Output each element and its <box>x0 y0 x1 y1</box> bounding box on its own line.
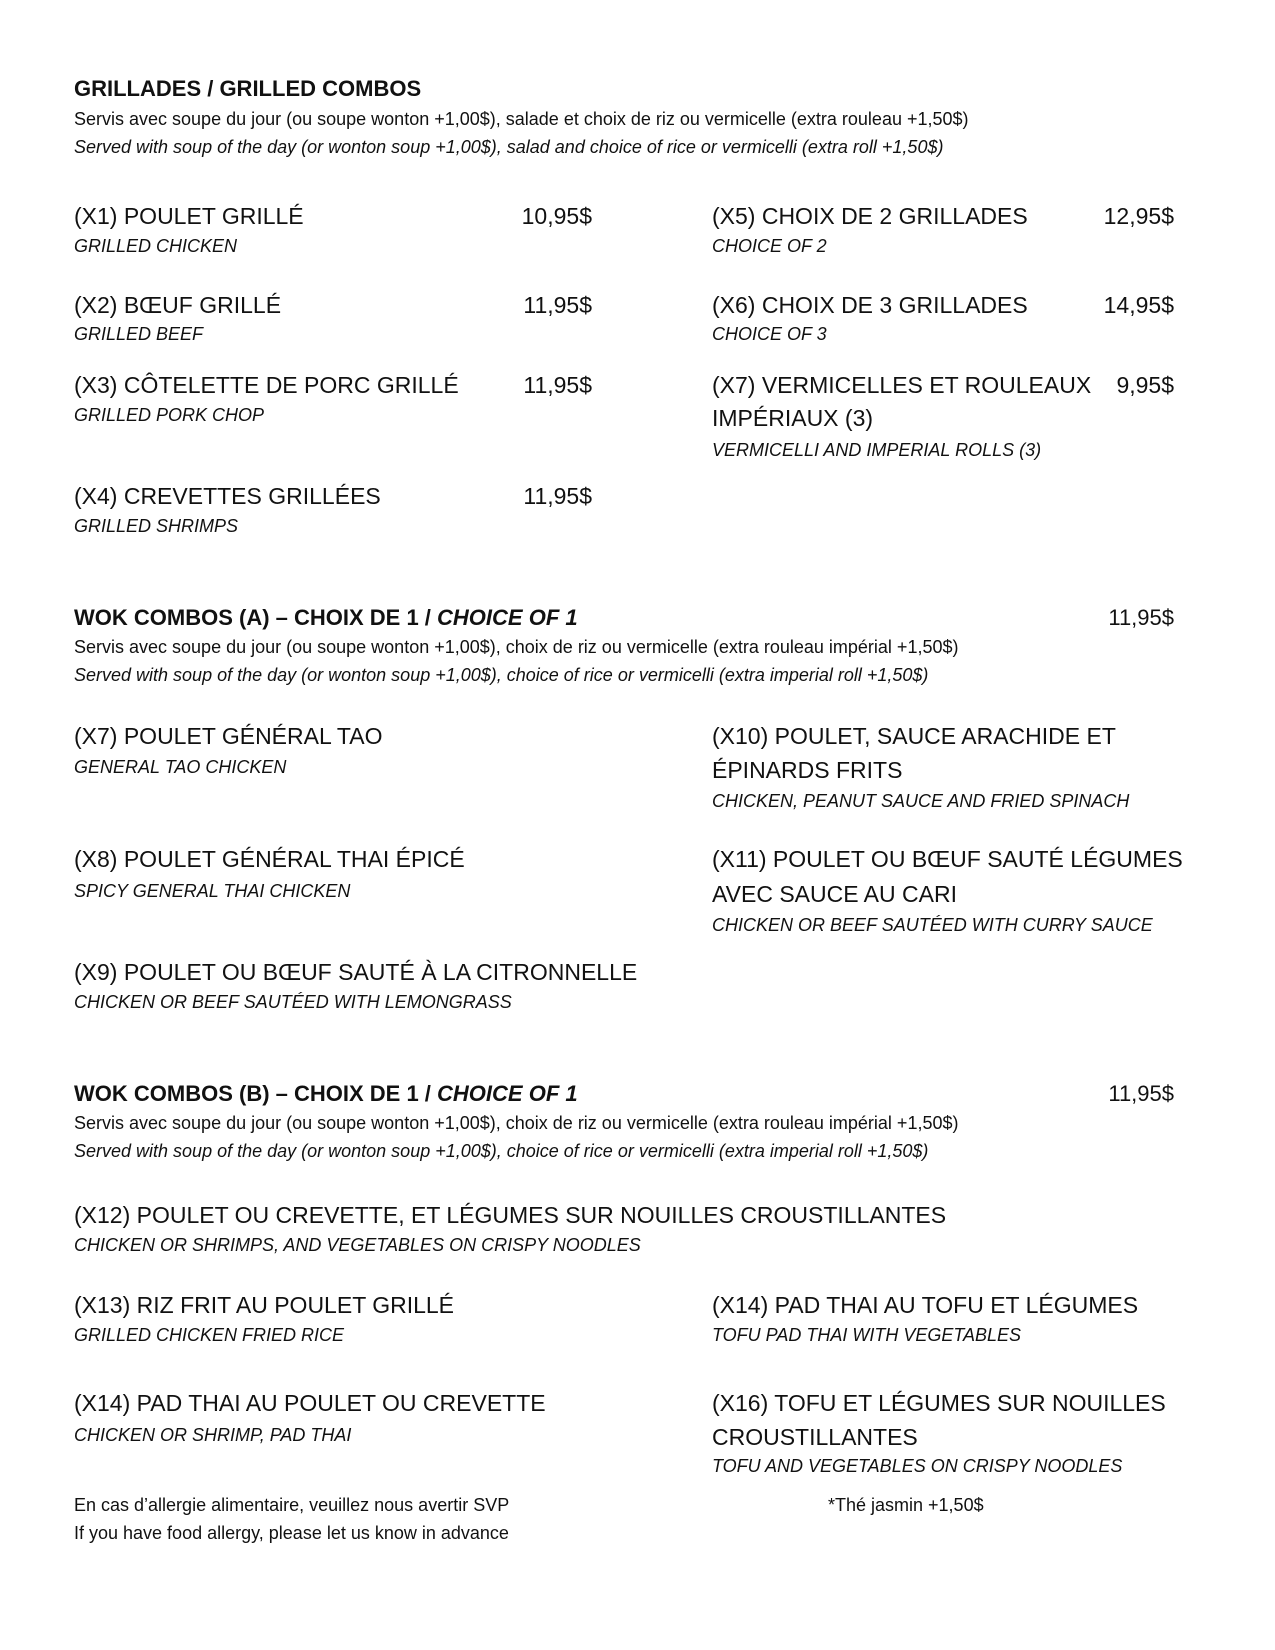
menu-item-x4-name: (X4) CREVETTES GRILLÉES <box>74 483 381 509</box>
menu-item-x9-english: CHICKEN OR BEEF SAUTÉED WITH LEMONGRASS <box>74 992 512 1012</box>
menu-item-x7-wok-english: GENERAL TAO CHICKEN <box>74 757 287 777</box>
menu-item-x11-name-line2: AVEC SAUCE AU CARI <box>712 881 957 907</box>
menu-item-x6-name: (X6) CHOIX DE 3 GRILLADES <box>712 292 1028 318</box>
menu-item-x5-price: 12,95$ <box>1103 203 1174 229</box>
wok-b-description-en: Served with soup of the day (or wonton soup +1,00$), choice of rice or vermicelli (extra imperial roll +1,50$) <box>74 1141 929 1161</box>
jasmine-tea-note: *Thé jasmin +1,50$ <box>828 1495 984 1515</box>
menu-item-x16-english: TOFU AND VEGETABLES ON CRISPY NOODLES <box>712 1456 1123 1476</box>
menu-item-x1-english: GRILLED CHICKEN <box>74 236 238 256</box>
menu-item-x11-name-line1: (X11) POULET OU BŒUF SAUTÉ LÉGUMES <box>712 846 1183 872</box>
menu-item-x14-chicken-name: (X14) PAD THAI AU POULET OU CREVETTE <box>74 1390 546 1416</box>
menu-item-x4-price: 11,95$ <box>523 483 592 509</box>
menu-item-x12-name: (X12) POULET OU CREVETTE, ET LÉGUMES SUR NOUILLES CROUSTILLANTES <box>74 1202 947 1228</box>
allergy-notice-fr: En cas d’allergie alimentaire, veuillez nous avertir SVP <box>74 1495 510 1515</box>
wok-b-section-title: WOK COMBOS (B) – CHOIX DE 1 / CHOICE OF 1 <box>74 1081 578 1106</box>
menu-item-x16-name-line2: CROUSTILLANTES <box>712 1424 918 1450</box>
menu-item-x8-english: SPICY GENERAL THAI CHICKEN <box>74 881 351 901</box>
menu-item-x9-name: (X9) POULET OU BŒUF SAUTÉ À LA CITRONNELLE <box>74 959 638 985</box>
grill-description-en: Served with soup of the day (or wonton soup +1,00$), salad and choice of rice or vermicelli (extra roll +1,50$) <box>74 137 944 157</box>
menu-item-x2-english: GRILLED BEEF <box>74 324 204 344</box>
menu-item-x4-english: GRILLED SHRIMPS <box>74 516 239 536</box>
wok-a-description-fr: Servis avec soupe du jour (ou soupe wonton +1,00$), choix de riz ou vermicelle (extra rouleau impérial +1,50$) <box>74 637 959 657</box>
menu-item-x16-name-line1: (X16) TOFU ET LÉGUMES SUR NOUILLES <box>712 1390 1166 1416</box>
menu-item-x5-english: CHOICE OF 2 <box>712 236 827 256</box>
menu-item-x14-tofu-english: TOFU PAD THAI WITH VEGETABLES <box>712 1325 1022 1345</box>
menu-item-x1-name: (X1) POULET GRILLÉ <box>74 203 304 229</box>
wok-a-section-price: 11,95$ <box>1108 605 1174 630</box>
menu-item-x7-english: VERMICELLI AND IMPERIAL ROLLS (3) <box>712 440 1042 460</box>
menu-item-x13-name: (X13) RIZ FRIT AU POULET GRILLÉ <box>74 1292 455 1318</box>
menu-item-x14-tofu-name: (X14) PAD THAI AU TOFU ET LÉGUMES <box>712 1292 1139 1318</box>
menu-item-x13-english: GRILLED CHICKEN FRIED RICE <box>74 1325 345 1345</box>
grill-section-title: GRILLADES / GRILLED COMBOS <box>74 76 422 101</box>
menu-item-x10-name-line1: (X10) POULET, SAUCE ARACHIDE ET <box>712 723 1116 749</box>
wok-a-description-en: Served with soup of the day (or wonton soup +1,00$), choice of rice or vermicelli (extra imperial roll +1,50$) <box>74 665 929 685</box>
menu-item-x14-chicken-english: CHICKEN OR SHRIMP, PAD THAI <box>74 1425 352 1445</box>
allergy-notice-en: If you have food allergy, please let us know in advance <box>74 1523 509 1543</box>
menu-item-x5-name: (X5) CHOIX DE 2 GRILLADES <box>712 203 1028 229</box>
menu-item-x10-name-line2: ÉPINARDS FRITS <box>712 757 903 783</box>
wok-b-section-price: 11,95$ <box>1108 1081 1174 1106</box>
menu-item-x1-price: 10,95$ <box>521 203 592 229</box>
menu-item-x3-name: (X3) CÔTELETTE DE PORC GRILLÉ <box>74 372 459 398</box>
menu-item-x10-english: CHICKEN, PEANUT SAUCE AND FRIED SPINACH <box>712 791 1130 811</box>
menu-item-x2-name: (X2) BŒUF GRILLÉ <box>74 292 282 318</box>
menu-item-x7-name-line1: (X7) VERMICELLES ET ROULEAUX <box>712 372 1092 398</box>
grill-description-fr: Servis avec soupe du jour (ou soupe wonton +1,00$), salade et choix de riz ou vermicelle (extra rouleau +1,50$) <box>74 109 969 129</box>
menu-item-x7-name-line2: IMPÉRIAUX (3) <box>712 405 874 431</box>
menu-item-x8-name: (X8) POULET GÉNÉRAL THAI ÉPICÉ <box>74 846 465 872</box>
menu-item-x12-english: CHICKEN OR SHRIMPS, AND VEGETABLES ON CRISPY NOODLES <box>74 1235 641 1255</box>
menu-item-x7-price: 9,95$ <box>1116 372 1174 398</box>
menu-item-x6-english: CHOICE OF 3 <box>712 324 827 344</box>
menu-item-x6-price: 14,95$ <box>1103 292 1174 318</box>
menu-item-x11-english: CHICKEN OR BEEF SAUTÉED WITH CURRY SAUCE <box>712 915 1153 935</box>
menu-item-x7-wok-name: (X7) POULET GÉNÉRAL TAO <box>74 723 383 749</box>
wok-a-section-title: WOK COMBOS (A) – CHOIX DE 1 / CHOICE OF 1 <box>74 605 578 630</box>
menu-item-x3-english: GRILLED PORK CHOP <box>74 405 265 425</box>
wok-b-description-fr: Servis avec soupe du jour (ou soupe wonton +1,00$), choix de riz ou vermicelle (extra rouleau impérial +1,50$) <box>74 1113 959 1133</box>
menu-item-x2-price: 11,95$ <box>523 292 592 318</box>
menu-item-x3-price: 11,95$ <box>523 372 592 398</box>
